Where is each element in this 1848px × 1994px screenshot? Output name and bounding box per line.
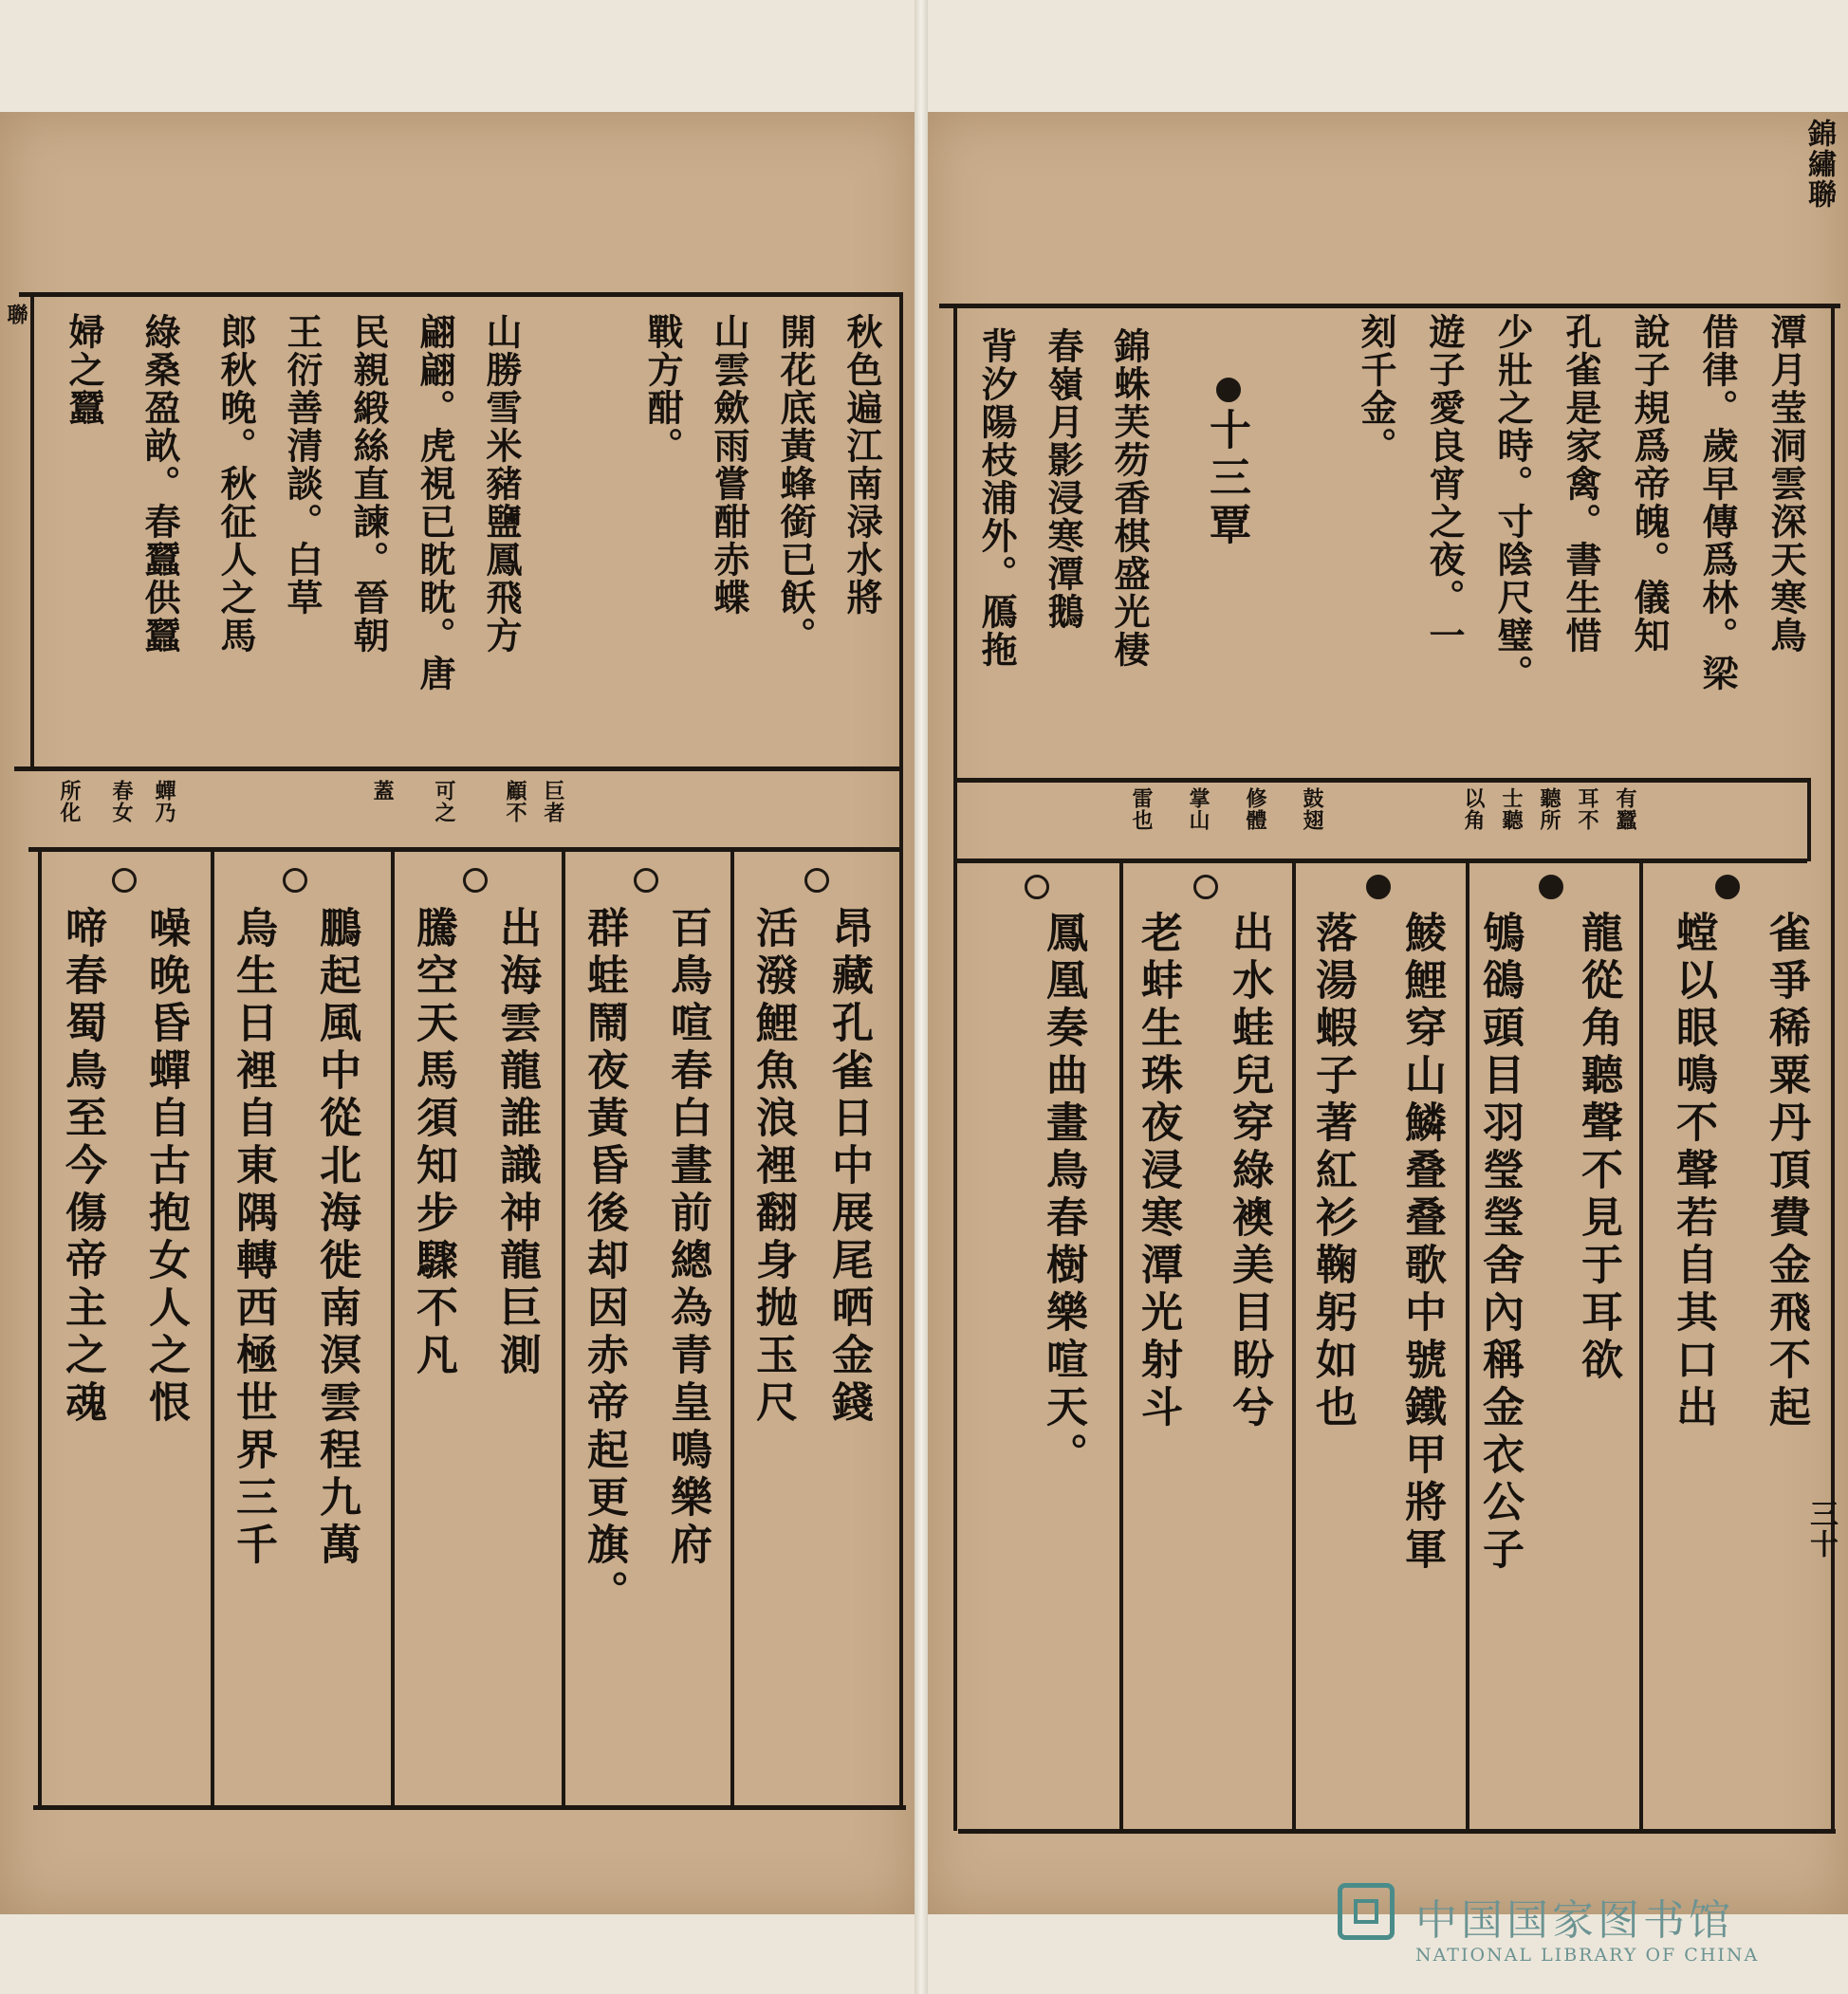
right-note-2: 說子規爲帝魄。儀知 <box>1628 313 1671 655</box>
right-section-title: 十三覃 <box>1202 408 1250 550</box>
right-couplet-3: 鴝鵒頭目羽瑩瑩舍內稱金衣公子 <box>1475 911 1524 1575</box>
left-note-6: 民親緞絲直諫。晉朝 <box>347 313 390 655</box>
watermark-cn: 中国国家图书馆 <box>1415 1896 1734 1945</box>
right-gloss-6: 修體 <box>1243 787 1267 831</box>
right-couplet-7: 老蚌生珠夜浸寒潭光射斗 <box>1134 911 1182 1432</box>
left-gloss-0: 巨者 <box>541 780 565 823</box>
left-circle-mark <box>112 868 137 893</box>
left-col-divider-1 <box>211 847 214 1805</box>
left-note-4: 山勝雪米豬鹽鳳飛方 <box>480 313 523 655</box>
right-gloss-top <box>953 778 1807 783</box>
right-gloss-8: 雷也 <box>1129 787 1154 831</box>
right-section-line-2: 背汐陽枝浦外。鴈拖 <box>975 327 1018 669</box>
right-edge-label: 錦繡聯 <box>1802 119 1836 210</box>
right-circle-mark <box>1025 875 1049 899</box>
left-mid-rule <box>14 766 901 771</box>
left-gloss-5: 春女 <box>109 780 134 823</box>
right-section-line-1: 春嶺月影浸寒潭鵝 <box>1042 327 1084 631</box>
right-note-6: 刻千金。 <box>1355 313 1397 465</box>
left-couplet-2: 百鳥喧春白晝前總為青皇鳴樂府 <box>663 906 711 1570</box>
right-couplet-2: 龍從角聽聲不見于耳欲 <box>1574 911 1622 1385</box>
left-gloss-4: 蟬乃 <box>152 780 176 823</box>
left-circle-mark <box>634 868 658 893</box>
right-circle-mark <box>1715 875 1740 899</box>
left-circle-mark <box>804 868 829 893</box>
left-note-9: 綠桑盈畝。春蠶供蠶 <box>139 313 181 655</box>
right-gloss-7: 掌山 <box>1186 787 1210 831</box>
left-couplet-9: 啼春蜀鳥至今傷帝主之魂 <box>58 906 106 1428</box>
left-col-divider-3 <box>562 847 565 1805</box>
right-couplet-0: 雀爭稀粟丹頂費金飛不起 <box>1762 911 1810 1432</box>
left-bottom-rule <box>33 1805 906 1810</box>
right-gloss-5: 鼓翅 <box>1300 787 1324 831</box>
left-couplet-8: 噪晚昏蟬自古抱女人之恨 <box>141 906 190 1428</box>
right-page-number: 三十 <box>1804 1499 1838 1560</box>
left-upper-divider <box>30 292 34 766</box>
left-couplet-4: 出海雲龍誰識神龍巨測 <box>492 906 541 1380</box>
left-frame-right <box>899 292 903 1810</box>
left-gloss-rule <box>28 847 901 852</box>
right-col-divider-2 <box>1292 859 1296 1831</box>
right-circle-mark <box>1366 875 1391 899</box>
left-note-7: 王衍善清談。白草 <box>281 313 323 617</box>
library-logo-icon <box>1338 1883 1395 1940</box>
right-note-3: 孔雀是家禽。書生惜 <box>1560 313 1602 655</box>
right-gloss-2: 聽所 <box>1537 787 1562 831</box>
left-note-2: 山雲歛雨嘗酣赤蝶 <box>708 313 750 617</box>
right-couplet-4: 鯪鯉穿山鱗叠叠歌中號鐵甲將軍 <box>1397 911 1446 1575</box>
right-couplet-1: 螳以眼鳴不聲若自其口出 <box>1669 911 1717 1432</box>
right-gloss-0: 有蠶 <box>1613 787 1637 831</box>
left-couplet-3: 群蛙鬧夜黃昏後却因赤帝起更旗。 <box>580 906 628 1617</box>
left-top-rule <box>19 292 901 297</box>
watermark-en: NATIONAL LIBRARY OF CHINA <box>1415 1945 1760 1966</box>
left-gloss-3: 蓋 <box>370 780 395 802</box>
left-gloss-2: 可之 <box>432 780 456 823</box>
right-circle-mark <box>1193 875 1218 899</box>
right-note-4: 少壯之時。寸陰尺璧。 <box>1491 313 1534 692</box>
left-frame-left <box>38 847 42 1810</box>
right-col-divider-1 <box>1119 859 1123 1831</box>
book-gutter <box>915 0 928 1994</box>
left-note-10: 婦之蠶 <box>63 313 105 427</box>
left-couplet-7: 烏生日裡自東隅轉西極世界三千 <box>229 906 277 1570</box>
left-couplet-6: 鵬起風中從北海徙南溟雲程九萬 <box>312 906 360 1570</box>
right-gloss-end <box>1807 778 1811 861</box>
right-gloss-4: 以角 <box>1461 787 1486 831</box>
right-top-rule <box>939 304 1840 308</box>
right-couplet-8: 鳳凰奏曲畫鳥春樹樂喧天。 <box>1039 911 1087 1480</box>
left-edge-label: 聯 <box>4 304 28 325</box>
left-note-8: 郎秋晚。秋征人之馬 <box>214 313 257 655</box>
right-note-5: 遊子愛良宵之夜。一 <box>1423 313 1466 655</box>
left-col-divider-4 <box>730 847 734 1805</box>
right-note-0: 潭月莹洞雲深天寒鳥 <box>1765 313 1807 655</box>
left-note-1: 開花底黃蜂銜已飫。 <box>774 313 817 655</box>
right-col-divider-3 <box>1466 859 1469 1831</box>
right-frame-left <box>953 304 957 1831</box>
right-col-divider-4 <box>1639 859 1643 1831</box>
left-couplet-5: 騰空天馬須知步驟不凡 <box>409 906 457 1380</box>
left-note-0: 秋色遍江南渌水將 <box>841 313 883 617</box>
left-note-5: 翩翩。虎視已眈眈。唐 <box>414 313 456 692</box>
right-circle-mark <box>1539 875 1563 899</box>
right-note-1: 借律。歲早傳爲林。梁 <box>1696 313 1739 692</box>
right-couplet-6: 出水蛙兒穿綠襖美目盼兮 <box>1225 911 1273 1432</box>
left-col-divider-2 <box>391 847 395 1805</box>
left-gloss-1: 顧不 <box>503 780 527 823</box>
right-frame-right <box>1831 304 1835 1831</box>
left-note-3: 戰方酣。 <box>641 313 684 465</box>
section-marker <box>1216 378 1241 402</box>
right-section-line-0: 錦蛛芙芴香棋盛光棲 <box>1108 327 1151 669</box>
left-circle-mark <box>463 868 488 893</box>
left-couplet-0: 昂藏孔雀日中展尾晒金錢 <box>824 906 873 1428</box>
right-bottom-rule <box>958 1829 1836 1834</box>
left-gloss-6: 所化 <box>57 780 82 823</box>
right-gloss-1: 耳不 <box>1575 787 1599 831</box>
right-gloss-bottom <box>953 859 1807 863</box>
right-couplet-5: 落湯蝦子著紅衫鞠躬如也 <box>1308 911 1357 1432</box>
left-circle-mark <box>283 868 307 893</box>
right-gloss-3: 士聽 <box>1499 787 1524 831</box>
left-couplet-1: 活潑鯉魚浪裡翻身抛玉尺 <box>748 906 797 1428</box>
